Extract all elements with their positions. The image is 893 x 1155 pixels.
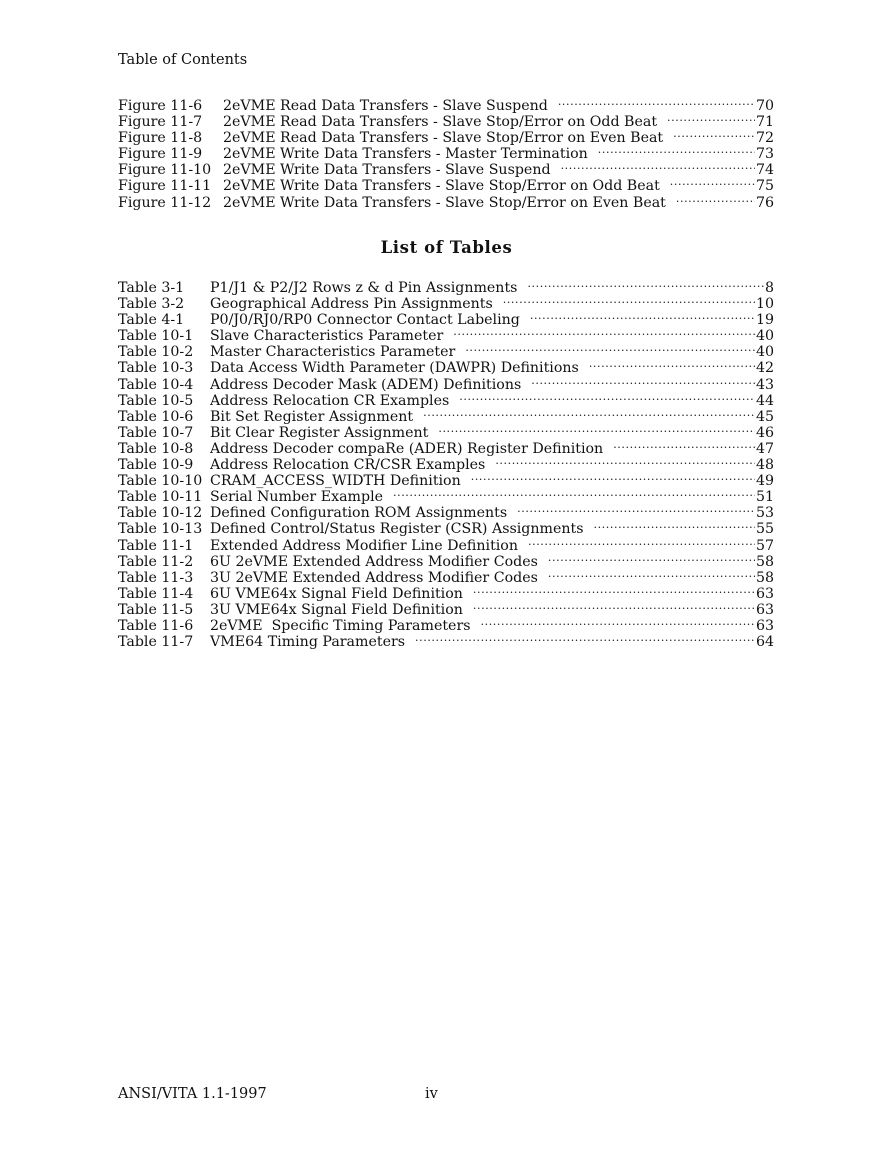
- dot-leader: [423, 405, 755, 421]
- entry-page-number: 42: [755, 360, 774, 377]
- entry-title: Defined Configuration ROM Assignments: [210, 505, 508, 522]
- entry-page-number: 45: [755, 408, 774, 425]
- entry-title: Defined Control/Status Register (CSR) Assignments: [210, 521, 584, 538]
- dot-leader: [481, 614, 755, 630]
- entry-label: Figure 11-7: [118, 114, 203, 131]
- entry-label: Table 10-11: [118, 489, 203, 506]
- entry-label: Figure 11-6: [118, 98, 203, 114]
- entry-label: Table 10-7: [118, 424, 194, 441]
- entry-page-number: 49: [755, 473, 774, 490]
- entry-page-number: 76: [755, 194, 774, 211]
- dot-leader: [676, 191, 755, 207]
- dot-leader: [528, 534, 755, 550]
- entry-page-number: 58: [755, 553, 774, 570]
- entry-title: Address Relocation CR Examples: [210, 392, 450, 409]
- dot-leader: [530, 308, 755, 324]
- entry-title: 2eVME Read Data Transfers - Slave Stop/Error on Even Beat: [223, 130, 664, 147]
- dot-leader: [589, 356, 755, 372]
- dot-leader: [548, 566, 755, 582]
- entry-title: 3U VME64x Signal Field Definition: [210, 601, 463, 618]
- entry-label: Table 10-5: [118, 392, 194, 409]
- entry-title: Address Decoder Mask (ADEM) Definitions: [210, 376, 522, 393]
- dot-leader: [558, 94, 755, 110]
- entry-label: Table 10-10: [118, 473, 203, 490]
- entry-page-number: 73: [755, 146, 774, 163]
- entry-title: P0/J0/RJ0/RP0 Connector Contact Labeling: [210, 312, 520, 329]
- entry-label: Table 10-4: [118, 376, 194, 393]
- entry-title: P1/J1 & P2/J2 Rows z & d Pin Assignments: [210, 280, 518, 296]
- entry-page-number: 40: [755, 328, 774, 345]
- entry-title: Extended Address Modifier Line Definition: [210, 537, 518, 554]
- entry-label: Table 11-7: [118, 634, 194, 651]
- entry-page-number: 44: [755, 392, 774, 409]
- entry-title: CRAM_ACCESS_WIDTH Definition: [210, 473, 461, 490]
- entry-label: Table 10-9: [118, 457, 194, 474]
- entry-title: Address Relocation CR/CSR Examples: [210, 457, 486, 474]
- list-of-figures-continued: [118, 94, 774, 211]
- entry-title: 2eVME Write Data Transfers - Slave Suspend: [223, 162, 551, 179]
- entry-title: Bit Set Register Assignment: [210, 408, 414, 425]
- entry-page-number: 63: [755, 585, 774, 602]
- entry-page-number: 51: [755, 489, 774, 506]
- entry-page-number: 55: [755, 521, 774, 538]
- dot-leader: [465, 340, 755, 356]
- entry-title: 3U 2eVME Extended Address Modifier Codes: [210, 569, 538, 586]
- entry-title: Master Characteristics Parameter: [210, 344, 456, 361]
- entry-title: Serial Number Example: [210, 489, 384, 506]
- entry-page-number: 63: [755, 617, 774, 634]
- list-of-tables: [118, 276, 774, 651]
- figure-entry[interactable]: [118, 94, 774, 114]
- entry-label: Table 11-1: [118, 537, 194, 554]
- entry-label: Table 11-3: [118, 569, 194, 586]
- dot-leader: [531, 373, 755, 389]
- entry-page-number: 71: [755, 114, 774, 131]
- entry-label: Table 10-8: [118, 440, 194, 457]
- list-of-tables-heading: List of Tables: [380, 238, 513, 257]
- dot-leader: [613, 437, 755, 453]
- dot-leader: [393, 485, 755, 501]
- entry-label: Figure 11-12: [118, 194, 212, 211]
- entry-label: Table 11-4: [118, 585, 194, 602]
- dot-leader: [517, 501, 755, 517]
- entry-title: 2eVME Read Data Transfers - Slave Suspend: [223, 98, 548, 114]
- entry-page-number: 72: [755, 130, 774, 147]
- dot-leader: [670, 174, 755, 190]
- dot-leader: [503, 292, 755, 308]
- entry-page-number: 8: [764, 280, 774, 296]
- entry-page-number: 19: [755, 312, 774, 329]
- entry-label: Table 10-13: [118, 521, 203, 538]
- entry-label: Table 10-6: [118, 408, 194, 425]
- entry-page-number: 70: [755, 98, 774, 114]
- entry-label: Figure 11-10: [118, 162, 212, 179]
- dot-leader: [598, 142, 755, 158]
- entry-title: Data Access Width Parameter (DAWPR) Definitions: [210, 360, 579, 377]
- footer-document-id: ANSI/VITA 1.1-1997: [118, 1086, 267, 1102]
- table-entry[interactable]: [118, 276, 774, 296]
- entry-title: 2eVME Write Data Transfers - Master Termination: [223, 146, 588, 163]
- entry-page-number: 48: [755, 457, 774, 474]
- entry-page-number: 53: [755, 505, 774, 522]
- entry-page-number: 57: [755, 537, 774, 554]
- entry-label: Figure 11-8: [118, 130, 203, 147]
- entry-page-number: 10: [755, 296, 774, 313]
- entry-page-number: 58: [755, 569, 774, 586]
- entry-page-number: 75: [755, 178, 774, 195]
- entry-label: Table 4-1: [118, 312, 185, 329]
- entry-label: Table 10-2: [118, 344, 194, 361]
- entry-label: Table 11-2: [118, 553, 194, 570]
- entry-page-number: 64: [755, 634, 774, 651]
- entry-title: 2eVME Read Data Transfers - Slave Stop/Error on Odd Beat: [223, 114, 658, 131]
- entry-label: Table 11-5: [118, 601, 194, 618]
- entry-label: Figure 11-9: [118, 146, 203, 163]
- running-header: Table of Contents: [118, 52, 248, 68]
- dot-leader: [667, 110, 755, 126]
- dot-leader: [673, 126, 755, 142]
- entry-page-number: 74: [755, 162, 774, 179]
- entry-title: Bit Clear Register Assignment: [210, 424, 429, 441]
- entry-page-number: 47: [755, 440, 774, 457]
- dot-leader: [453, 324, 755, 340]
- dot-leader: [473, 598, 755, 614]
- entry-label: Figure 11-11: [118, 178, 212, 195]
- entry-label: Table 10-12: [118, 505, 203, 522]
- dot-leader: [548, 550, 755, 566]
- entry-title: 2eVME Write Data Transfers - Slave Stop/Error on Even Beat: [223, 194, 666, 211]
- entry-title: 6U 2eVME Extended Address Modifier Codes: [210, 553, 538, 570]
- dot-leader: [415, 630, 755, 646]
- entry-label: Table 10-1: [118, 328, 194, 345]
- entry-title: Slave Characteristics Parameter: [210, 328, 444, 345]
- entry-page-number: 63: [755, 601, 774, 618]
- entry-title: 6U VME64x Signal Field Definition: [210, 585, 463, 602]
- entry-title: 2eVME Write Data Transfers - Slave Stop/Error on Odd Beat: [223, 178, 660, 195]
- footer-page-number: iv: [425, 1086, 438, 1102]
- entry-label: Table 11-6: [118, 617, 194, 634]
- dot-leader: [593, 517, 754, 533]
- dot-leader: [438, 421, 755, 437]
- dot-leader: [473, 582, 755, 598]
- entry-title: VME64 Timing Parameters: [210, 634, 406, 651]
- entry-label: Table 3-2: [118, 296, 185, 313]
- entry-page-number: 40: [755, 344, 774, 361]
- entry-page-number: 46: [755, 424, 774, 441]
- dot-leader: [527, 276, 764, 292]
- entry-title: Address Decoder compaRe (ADER) Register Definition: [210, 440, 604, 457]
- dot-leader: [495, 453, 755, 469]
- dot-leader: [561, 158, 755, 174]
- entry-title: Geographical Address Pin Assignments: [210, 296, 493, 313]
- entry-label: Table 3-1: [118, 280, 185, 296]
- entry-page-number: 43: [755, 376, 774, 393]
- entry-title: 2eVME Specific Timing Parameters: [210, 617, 471, 634]
- entry-label: Table 10-3: [118, 360, 194, 377]
- dot-leader: [471, 469, 755, 485]
- dot-leader: [459, 389, 755, 405]
